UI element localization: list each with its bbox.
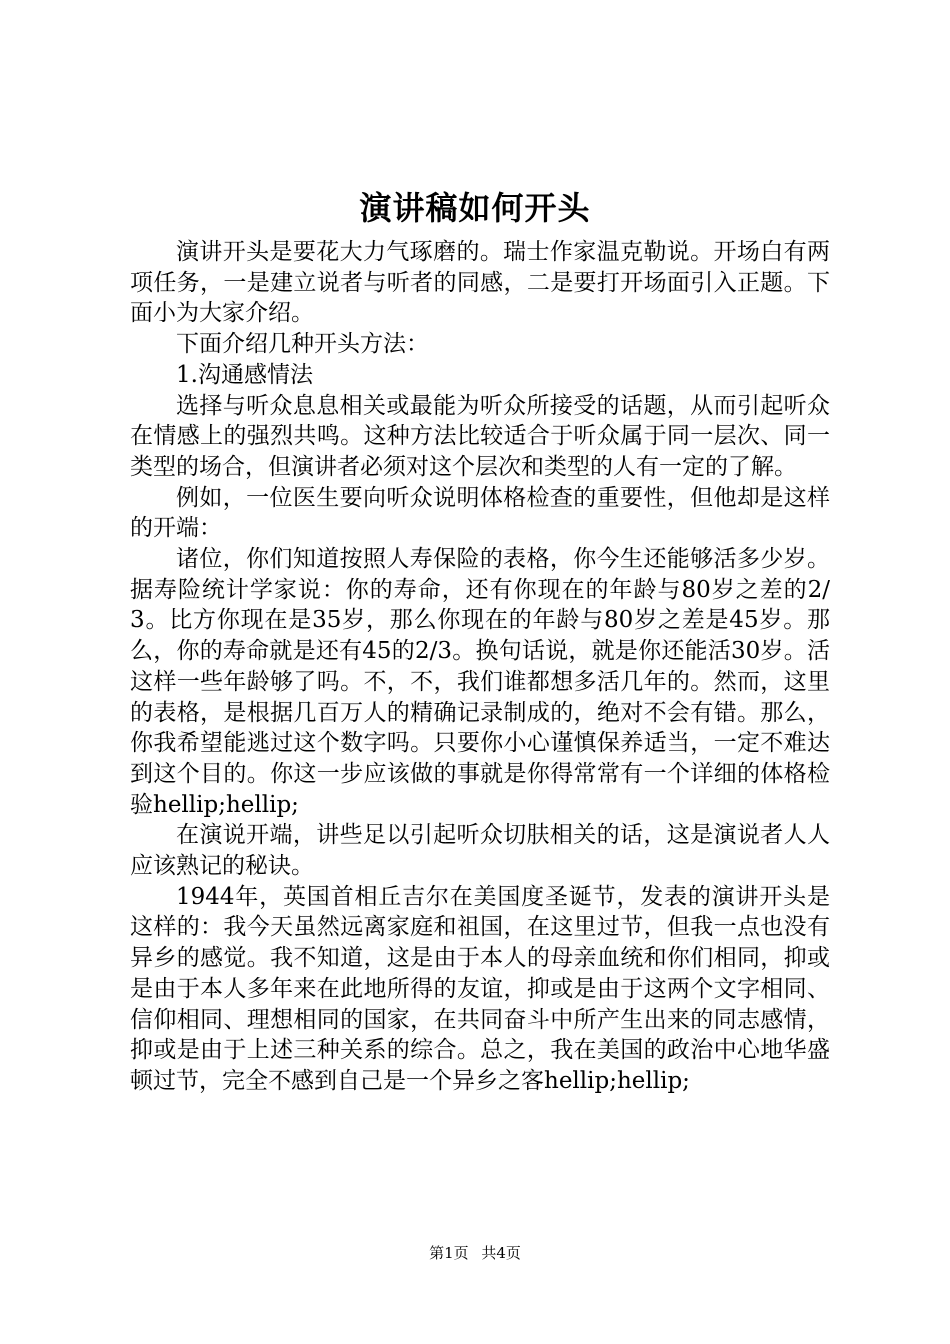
paragraph-method-description: 选择与听众息息相关或最能为听众所接受的话题，从而引起听众在情感上的强烈共鸣。这种方法比较适合于听众属于同一层次、同一类型的场合，但演讲者必须对这个层次和类型的人有一定的了解。 [130, 392, 830, 480]
document-title: 演讲稿如何开头 [359, 189, 591, 227]
paragraph-doctor-quote: 诸位，你们知道按照人寿保险的表格，你今生还能够活多少岁。据寿险统计学家说：你的寿命，还有你现在的年龄与80岁之差的2/3。比方你现在是35岁，那么你现在的年龄与80岁之差是45岁。那么，你的寿命就是还有45的2/3。换句话说，就是你还能活30岁。活这样一些年龄够了吗。不，不，我们谁都想多活几年的。然而，这里的表格，是根据几百万人的精确记录制成的，绝对不会有错。那么，你我希望能逃过这个数字吗。只要你小心谨慎保养适当，一定不难达到这个目的。你这一步应该做的事就是你得常常有一个详细的体格检验hellip;hellip; [130, 546, 830, 818]
page-number: 第1页 [429, 1244, 469, 1262]
paragraph-intro: 演讲开头是要花大力气琢磨的。瑞士作家温克勒说。开场白有两项任务，一是建立说者与听者的同感，二是要打开场面引入正题。下面小为大家介绍。 [130, 239, 830, 327]
page-footer [0, 1243, 950, 1263]
paragraph-methods-intro: 下面介绍几种开头方法： [176, 331, 429, 358]
paragraph-churchill: 1944年，英国首相丘吉尔在美国度圣诞节，发表的演讲开头是这样的：我今天虽然远离家庭和祖国，在这里过节，但我一点也没有异乡的感觉。我不知道，这是由于本人的母亲血统和你们相同，抑或是由于本人多年来在此地所得的友谊，抑或是由于这两个文字相同、信仰相同、理想相同的国家，在共同奋斗中所产生出来的同志感情，抑或是由于上述三种关系的综合。总之，我在美国的政治中心地华盛顿过节，完全不感到自己是一个异乡之客hellip;hellip; [130, 883, 830, 1094]
page-total: 共4页 [481, 1244, 521, 1262]
document-body [130, 237, 830, 1097]
paragraph-example-intro: 例如，一位医生要向听众说明体格检查的重要性，但他却是这样的开端： [130, 484, 830, 542]
paragraph-secret: 在演说开端，讲些足以引起听众切肤相关的话，这是演说者人人应该熟记的秘诀。 [130, 822, 830, 880]
section-heading: 1.沟通感情法 [176, 361, 313, 388]
